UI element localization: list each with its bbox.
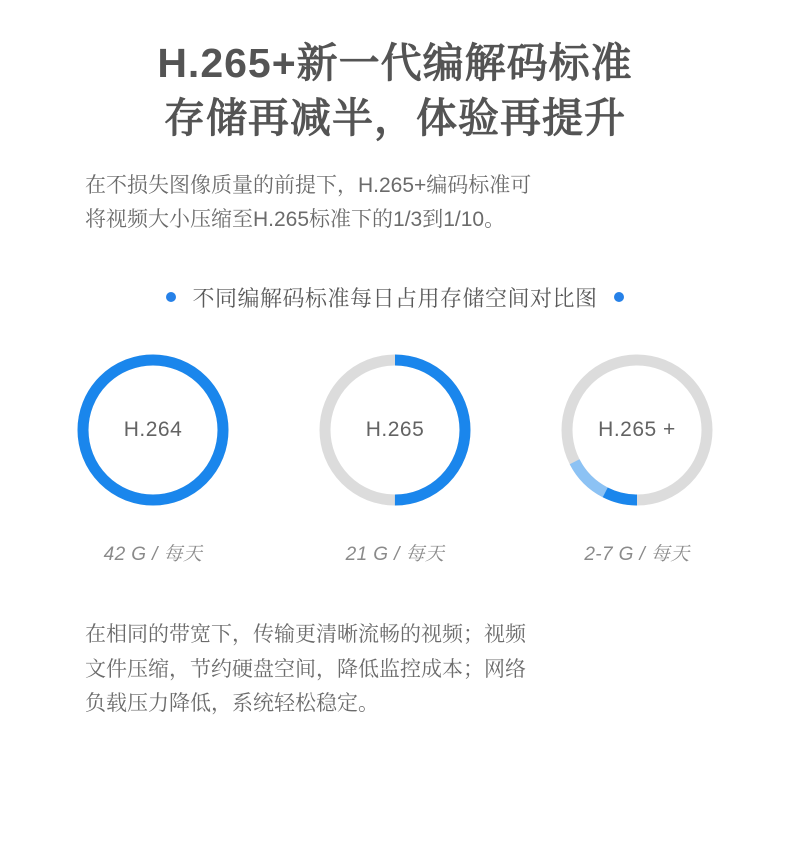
donut-h265plus <box>554 347 720 513</box>
intro-paragraph <box>85 169 705 238</box>
section-heading-label: 不同编解码标准每日占用存储空间对比图 <box>192 285 598 311</box>
chart-item-h265plus <box>542 347 732 566</box>
donut-h265-caption: 21 G / 每天 <box>345 543 445 565</box>
outro-paragraph <box>85 618 705 722</box>
donut-h265-label: H.265 <box>365 417 425 441</box>
donut-h264-caption: 42 G / 每天 <box>103 543 203 565</box>
chart-item-h264 <box>58 347 248 566</box>
intro-line-1: 在不损失图像质量的前提下，H.265+编码标准可 <box>85 173 532 197</box>
bullet-dot-icon-right <box>614 292 624 302</box>
section-heading <box>0 282 790 313</box>
outro-line-3: 负载压力降低，系统轻松稳定。 <box>85 692 379 716</box>
donut-h264 <box>70 347 236 513</box>
donut-h264-label: H.264 <box>123 417 183 441</box>
intro-line-2: 将视频大小压缩至H.265标准下的1/3到1/10。 <box>85 208 506 232</box>
donut-h265plus-caption: 2-7 G / 每天 <box>584 543 690 565</box>
bullet-dot-icon-left <box>166 292 176 302</box>
page-title <box>0 0 790 147</box>
donut-h265 <box>312 347 478 513</box>
chart-item-h265 <box>300 347 490 566</box>
donut-chart-group <box>0 347 790 566</box>
outro-line-2: 文件压缩，节约硬盘空间，降低监控成本；网络 <box>85 657 526 681</box>
headline-line-2: 存储再减半，体验再提升 <box>164 95 626 142</box>
headline-line-1: H.265+新一代编解码标准 <box>157 40 633 86</box>
donut-h265plus-label: H.265 + <box>598 417 676 441</box>
outro-line-1: 在相同的带宽下，传输更清晰流畅的视频；视频 <box>85 622 526 646</box>
